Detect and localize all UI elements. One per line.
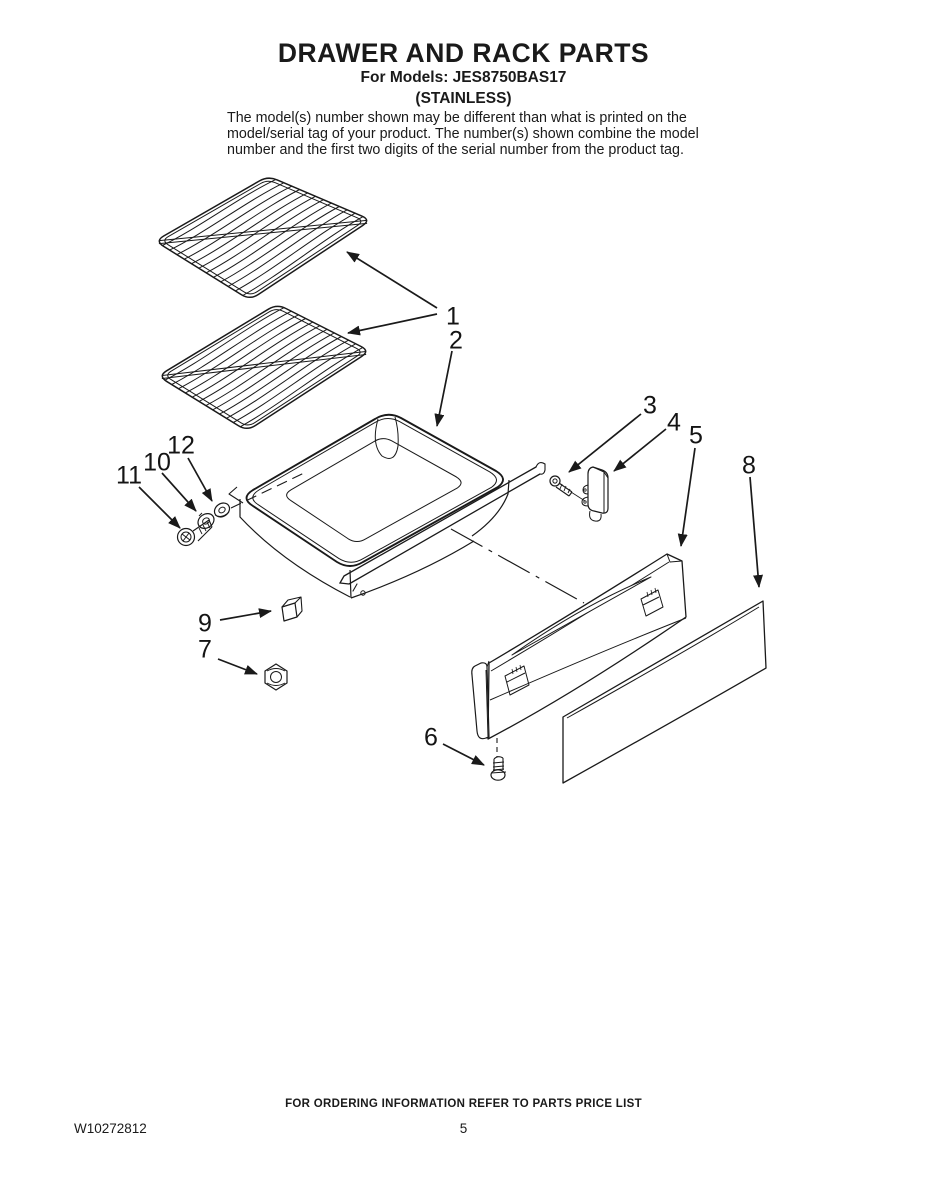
document-number: W10272812 [74,1121,147,1136]
page-number: 5 [459,1121,468,1136]
leader-7 [218,659,257,674]
leader-9 [220,611,271,620]
pan-left-tab [229,487,243,503]
leader-6 [443,744,484,765]
page-title: DRAWER AND RACK PARTS [277,38,650,68]
slide-rail [340,463,545,591]
nut-12 [212,500,232,520]
callout-12: 12 [167,431,195,460]
hex-nut-7 [265,664,287,690]
callout-8: 8 [742,451,756,480]
wire-rack-lower [162,306,366,428]
leader-8 [750,477,759,587]
leader-2 [437,351,452,426]
models-line: For Models: JES8750BAS17 [360,69,567,86]
spacer-block-9 [282,597,302,621]
callout-2: 2 [449,326,463,355]
leader-4 [614,429,666,471]
callout-5: 5 [689,421,703,450]
callout-3: 3 [643,391,657,420]
disclaimer-line-1: The model(s) number shown may be different than what is printed on the [227,110,687,126]
lock-washer-10 [195,511,217,532]
callout-11: 11 [116,461,142,490]
leader-3 [569,414,641,472]
callout-9: 9 [198,609,212,638]
callout-10: 10 [143,448,171,477]
screw-3 [550,476,585,501]
callout-4: 4 [667,408,681,437]
disclaimer-line-2: model/serial tag of your product. The number(s) shown combine the model [227,125,699,142]
leader-12 [188,458,212,501]
pan-grip-recess [375,417,398,458]
screw-6 [491,757,506,780]
finish-line: (STAINLESS) [415,90,512,107]
callout-6: 6 [424,723,438,752]
leader-5 [681,448,695,546]
leader-10 [162,473,196,511]
disclaimer-line-3: number and the first two digits of the serial number from the product tag. [227,141,684,158]
bracket-4 [582,467,608,521]
leader-1-upper-rack [347,252,437,308]
leader-1-lower-rack [348,314,437,333]
wire-rack-upper [159,178,366,297]
callout-1: 1 [446,302,460,331]
leader-11 [139,487,180,528]
callout-7: 7 [198,635,212,664]
wire-racks [159,178,366,428]
ordering-note: FOR ORDERING INFORMATION REFER TO PARTS PRICE LIST [285,1098,642,1110]
